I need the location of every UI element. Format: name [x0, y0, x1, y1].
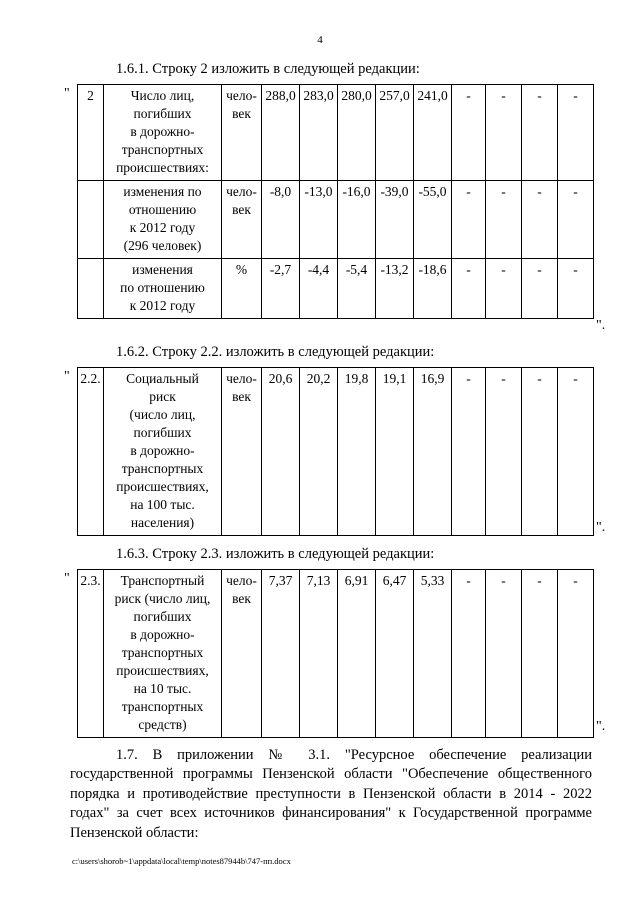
value-cell: 6,47 — [376, 570, 414, 738]
value-cell: -5,4 — [338, 259, 376, 319]
table-row-2 — [77, 84, 594, 319]
unit-cell-line: чело- — [226, 371, 257, 386]
unit-cell-line: век — [232, 106, 251, 121]
unit-cell — [222, 570, 262, 738]
row-number-cell: 2.3. — [78, 570, 104, 738]
indicator-name-cell-line: Транспортный — [120, 573, 205, 588]
indicator-name-cell — [104, 181, 222, 259]
close-quote-3: ". — [596, 719, 606, 734]
value-cell: - — [486, 368, 522, 536]
value-cell: -4,4 — [300, 259, 338, 319]
indicator-name-cell-line: происшествиях, — [116, 663, 209, 678]
indicator-name-cell-line: в дорожно- — [130, 124, 195, 139]
close-quote-1: ". — [596, 318, 606, 333]
value-cell: 16,9 — [414, 368, 452, 536]
indicator-name-cell-line: к 2012 году — [129, 298, 196, 313]
unit-cell-line: век — [232, 202, 251, 217]
open-quote-1: " — [64, 86, 70, 101]
section-heading-2: 1.6.2. Строку 2.2. изложить в следующей редакции: — [116, 344, 435, 360]
value-cell: -55,0 — [414, 181, 452, 259]
value-cell: 283,0 — [300, 85, 338, 181]
indicator-name-cell-line: погибших — [133, 425, 192, 440]
value-cell: - — [452, 570, 486, 738]
unit-cell-line: % — [235, 262, 248, 277]
indicator-name-cell — [104, 368, 222, 536]
indicator-name-cell-line: транспортных — [121, 699, 204, 714]
indicator-name-cell-line: населения) — [130, 515, 195, 530]
indicator-name-cell-line: погибших — [133, 609, 192, 624]
indicator-name-cell-line: (296 человек) — [123, 238, 202, 253]
value-cell: 257,0 — [376, 85, 414, 181]
unit-cell — [222, 85, 262, 181]
row-number-cell — [78, 181, 104, 259]
value-cell: 241,0 — [414, 85, 452, 181]
value-cell: -39,0 — [376, 181, 414, 259]
page-number: 4 — [317, 34, 323, 46]
indicator-name-cell-line: транспортных — [121, 461, 204, 476]
indicator-name-cell-line: на 100 тыс. — [130, 497, 195, 512]
unit-cell-line: чело- — [226, 573, 257, 588]
unit-cell-line: чело- — [226, 184, 257, 199]
indicator-name-cell-line: изменения — [132, 262, 193, 277]
section-heading-3: 1.6.3. Строку 2.3. изложить в следующей редакции: — [116, 546, 435, 562]
open-quote-2: " — [64, 369, 70, 384]
indicator-name-cell-line: в дорожно- — [130, 443, 195, 458]
value-cell: - — [522, 368, 558, 536]
indicator-name-cell-line: к 2012 году — [129, 220, 196, 235]
close-quote-2: ". — [596, 520, 606, 535]
value-cell: - — [452, 181, 486, 259]
value-cell: - — [486, 259, 522, 319]
table-row — [78, 259, 594, 319]
value-cell: 19,1 — [376, 368, 414, 536]
value-cell: - — [522, 259, 558, 319]
table-row — [78, 570, 594, 738]
open-quote-3: " — [64, 571, 70, 586]
unit-cell-line: век — [232, 591, 251, 606]
value-cell: - — [486, 85, 522, 181]
value-cell: 7,13 — [300, 570, 338, 738]
value-cell: 5,33 — [414, 570, 452, 738]
table-row-2-3 — [77, 569, 594, 738]
value-cell: -13,2 — [376, 259, 414, 319]
value-cell: 280,0 — [338, 85, 376, 181]
unit-cell — [222, 181, 262, 259]
unit-cell — [222, 259, 262, 319]
table-row — [78, 181, 594, 259]
indicator-name-cell-line: изменения по — [123, 184, 202, 199]
indicator-name-cell-line: Социальный — [126, 371, 199, 386]
indicator-name-cell-line: риск (число лиц, — [114, 591, 211, 606]
value-cell: 20,2 — [300, 368, 338, 536]
table-row-2-2 — [77, 367, 594, 536]
indicator-name-cell-line: транспортных — [121, 142, 204, 157]
value-cell: - — [522, 570, 558, 738]
value-cell: 6,91 — [338, 570, 376, 738]
indicator-name-cell-line: Число лиц, — [130, 88, 195, 103]
value-cell: - — [558, 85, 594, 181]
indicator-name-cell — [104, 570, 222, 738]
value-cell: 20,6 — [262, 368, 300, 536]
table-row — [78, 368, 594, 536]
unit-cell-line: чело- — [226, 88, 257, 103]
indicator-name-cell-line: по отношению — [120, 280, 205, 295]
indicator-name-cell-line: (число лиц, — [129, 407, 196, 422]
value-cell: - — [558, 368, 594, 536]
value-cell: - — [522, 181, 558, 259]
indicator-name-cell — [104, 85, 222, 181]
value-cell: - — [452, 85, 486, 181]
indicator-name-cell-line: происшествиях, — [116, 479, 209, 494]
value-cell: - — [486, 181, 522, 259]
value-cell: - — [558, 570, 594, 738]
value-cell: -8,0 — [262, 181, 300, 259]
value-cell: 19,8 — [338, 368, 376, 536]
value-cell: -16,0 — [338, 181, 376, 259]
value-cell: 288,0 — [262, 85, 300, 181]
value-cell: - — [452, 368, 486, 536]
value-cell: -18,6 — [414, 259, 452, 319]
unit-cell — [222, 368, 262, 536]
indicator-name-cell-line: на 10 тыс. — [133, 681, 192, 696]
value-cell: - — [452, 259, 486, 319]
indicator-name-cell-line: риск — [149, 389, 176, 404]
table-row — [78, 85, 594, 181]
indicator-name-cell-line: в дорожно- — [130, 627, 195, 642]
indicator-name-cell-line: погибших — [133, 106, 192, 121]
row-number-cell: 2.2. — [78, 368, 104, 536]
value-cell: -2,7 — [262, 259, 300, 319]
value-cell: - — [522, 85, 558, 181]
row-number-cell: 2 — [78, 85, 104, 181]
indicator-name-cell-line: происшествиях: — [116, 160, 209, 175]
unit-cell-line: век — [232, 389, 251, 404]
value-cell: -13,0 — [300, 181, 338, 259]
indicator-name-cell-line: транспортных — [121, 645, 204, 660]
row-number-cell — [78, 259, 104, 319]
value-cell: 7,37 — [262, 570, 300, 738]
value-cell: - — [558, 181, 594, 259]
indicator-name-cell-line: отношению — [128, 202, 197, 217]
paragraph-1-7: 1.7. В приложении № 3.1. "Ресурсное обеспечение реализации государственной программы Пензенской области "Обеспечение общественного порядка и противодействие преступности в Пензенской области в 2014 - 2022 годах" за счет всех источников финансирования" к Государственной программе Пензенской области: — [70, 747, 592, 841]
indicator-name-cell — [104, 259, 222, 319]
file-path-footer: c:\users\shorob~1\appdata\local\temp\notes87944b\747-пп.docx — [72, 856, 291, 866]
value-cell: - — [558, 259, 594, 319]
section-heading-1: 1.6.1. Строку 2 изложить в следующей редакции: — [116, 61, 420, 77]
indicator-name-cell-line: средств) — [138, 717, 187, 732]
value-cell: - — [486, 570, 522, 738]
